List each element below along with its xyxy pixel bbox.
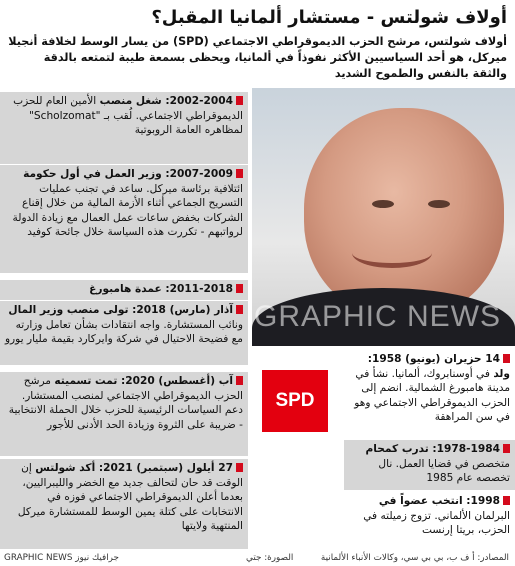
red-marker-icon <box>236 284 243 293</box>
red-marker-icon <box>236 376 243 385</box>
timeline-entry-1978: 1978-1984: تدرب كمحام متخصص في قضايا العمل. نال تخصصه عام 1985 <box>344 440 515 490</box>
sources-text: المصادر: أ ف ب، بي بي سي، وكالات الأنباء الألمانية <box>320 553 509 563</box>
spd-logo: SPD <box>262 370 328 432</box>
timeline-entry-1958: 14 حزيران (يونيو) 1958: ولد في أوسنابروك، ألمانيا. نشأ في مدينة هامبورغ الشمالية. انضم إلى الحزب الديموقراطي الاجتماعي وهو في سن المراهقة <box>344 350 515 434</box>
page-title: أولاف شولتس - مستشار ألمانيا المقبل؟ <box>151 7 507 28</box>
timeline-entry-2021: 27 أيلول (سبتمبر) 2021: أكد شولتس إن الوقت قد حان لتحالف جديد مع الخضر والليبراليين، بعدما أعلن الديموقراطي الاجتماعي فوزه في الانتخابات على كتلة يمين الوسط للمستشارة ميركل المنتهية ولايتها <box>0 459 248 549</box>
watermark-text: GRAPHIC NEWS <box>254 300 502 333</box>
intro-text: أولاف شولتس، مرشح الحزب الديموقراطي الاجتماعي (SPD) من يسار الوسط لخلافة أنجيلا ميركل، هو أحد السياسيين الأكثر نفوذاً في ألمانيا، ويحظى بسمعة طيبة لتمتعه بالدقة والثقة بالنفس والطموح الشديد <box>8 35 507 80</box>
timeline-entry-2020: آب (أغسطس) 2020: تمت تسميته مرشح الحزب الديموقراطي الاجتماعي لمنصب المستشار. دعم السياسات الرئيسية للحزب خلال الحملة الانتخابية - ضريبة على الثروة وزيادة الحد الأدنى للأجور <box>0 372 248 456</box>
footer <box>0 550 515 566</box>
timeline-entry-2007: 2007-2009: وزير العمل في أول حكومة ائتلافية برئاسة ميركل. ساعد في تجنب عمليات التسريح الجماعي أثناء الأزمة المالية من خلال إقناع الشركات بخفض ساعات عمل العمال مع زيادة الدولة لرواتبهم - تكررت هذه السياسة خلال جائحة كوفيد <box>0 165 248 273</box>
red-marker-icon <box>236 463 243 472</box>
portrait-photo <box>252 88 515 346</box>
timeline-entry-2011: 2011-2018: عمدة هامبورغ <box>0 280 248 300</box>
red-marker-icon <box>236 305 243 314</box>
red-marker-icon <box>236 96 243 105</box>
timeline-entry-1998: 1998: انتخب عضواً في البرلمان الألماني. تزوج زميلته في الحزب، بريتا إرنست <box>344 492 515 548</box>
photo-credit: الصورة: جتي <box>246 553 294 563</box>
red-marker-icon <box>503 354 510 363</box>
brand-credit: GRAPHIC NEWS جرافيك نيوز <box>4 553 119 563</box>
red-marker-icon <box>236 169 243 178</box>
red-marker-icon <box>503 444 510 453</box>
portrait-face <box>304 108 504 318</box>
timeline-entry-2018: آذار (مارس) 2018: تولى منصب وزير المال ونائب المستشارة. واجه انتقادات بشأن تعامل وزارته مع فضيحة الاحتيال في شركة وايركارد بقيمة مليار يورو <box>0 301 248 365</box>
timeline-entry-2002: 2002-2004: شغل منصب الأمين العام للحزب الديموقراطي الاجتماعي. لُقب بـ "Scholzomat" لمظاهره العامة الروبوتية <box>0 92 248 164</box>
red-marker-icon <box>503 496 510 505</box>
